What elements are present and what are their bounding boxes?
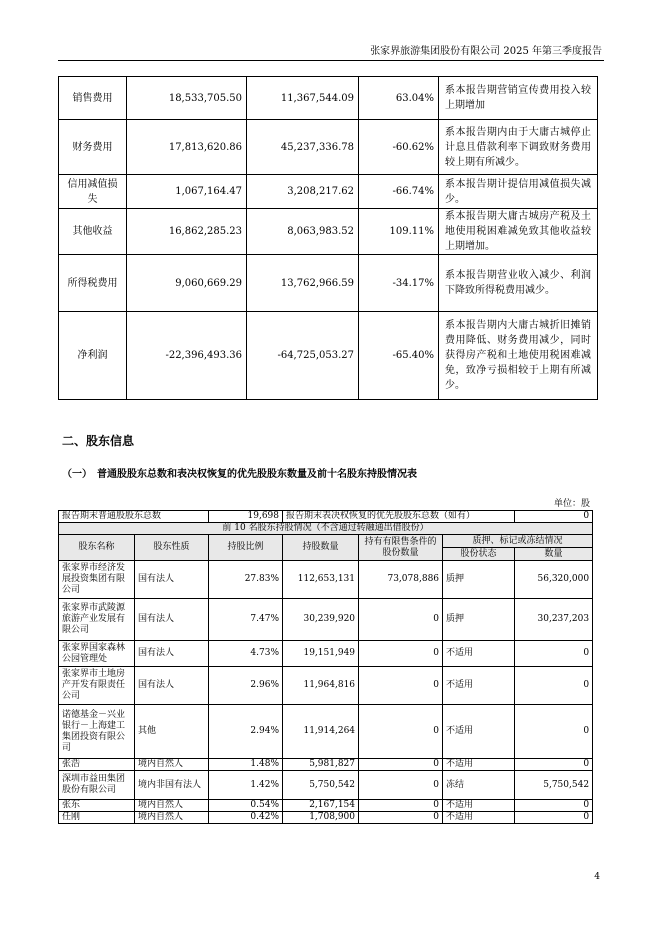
income-change-row [59, 312, 598, 400]
header-amount: 数量 [515, 548, 593, 561]
unit-label: 单位：股 [553, 499, 590, 509]
header-nature: 股东性质 [135, 535, 209, 561]
shareholder-row [59, 759, 593, 771]
holding-ratio-cell: 27.83% [209, 561, 283, 599]
header-status: 股份状态 [443, 548, 515, 561]
pledged-amount-cell: 30,237,203 [515, 599, 593, 641]
holding-ratio-cell: 2.94% [209, 705, 283, 759]
holding-ratio-cell: 4.73% [209, 641, 283, 667]
current-value-cell: 9,060,669.29 [127, 255, 247, 312]
income-change-row [59, 255, 598, 312]
restricted-shares-cell: 0 [359, 599, 443, 641]
change-percent-cell: 109.11% [359, 209, 439, 255]
change-percent-cell: -34.17% [359, 255, 439, 312]
holding-quantity-cell: 5,750,542 [283, 771, 359, 800]
preferred-holders-label: 报告期末表决权恢复的优先股股东总数（如有） [283, 511, 515, 523]
income-change-table [58, 76, 598, 400]
pledged-amount-cell: 0 [515, 667, 593, 705]
change-percent-cell: -66.74% [359, 175, 439, 209]
prior-value-cell: 11,367,544.09 [247, 77, 359, 120]
shareholder-row [59, 599, 593, 641]
shareholder-name-cell: 深圳市益田集团股份有限公司 [59, 771, 135, 800]
header-rule [58, 60, 604, 61]
shareholder-name-cell: 任刚 [59, 812, 135, 824]
prior-value-cell: -64,725,053.27 [247, 312, 359, 400]
header-quantity: 持股数量 [283, 535, 359, 561]
share-status-cell: 不适用 [443, 667, 515, 705]
total-holders-value: 19,698 [209, 511, 283, 523]
share-status-cell: 不适用 [443, 705, 515, 759]
holding-ratio-cell: 1.42% [209, 771, 283, 800]
shareholder-nature-cell: 境内自然人 [135, 800, 209, 812]
restricted-shares-cell: 0 [359, 812, 443, 824]
header-name: 股东名称 [59, 535, 135, 561]
shareholder-nature-cell: 境内非国有法人 [135, 771, 209, 800]
holding-quantity-cell: 112,653,131 [283, 561, 359, 599]
item-cell: 销售费用 [59, 77, 127, 120]
item-cell: 信用减值损失 [59, 175, 127, 209]
current-value-cell: 17,813,620.86 [127, 120, 247, 175]
shareholder-name-cell: 张家界国家森林公园管理处 [59, 641, 135, 667]
shareholder-row [59, 561, 593, 599]
item-cell: 财务费用 [59, 120, 127, 175]
reason-cell: 系本报告期内大庸古城折旧摊销费用降低、财务费用减少，同时获得房产税和土地使用税困难减免，致净亏损相较于上期有所减少。 [439, 312, 598, 400]
shareholder-name-cell: 张浩 [59, 759, 135, 771]
restricted-shares-cell: 0 [359, 667, 443, 705]
pledged-amount-cell: 0 [515, 800, 593, 812]
shareholder-row [59, 667, 593, 705]
share-status-cell: 不适用 [443, 812, 515, 824]
shareholder-nature-cell: 其他 [135, 705, 209, 759]
top10-title: 前 10 名股东持股情况（不含通过转融通出借股份） [59, 523, 593, 535]
prior-value-cell: 8,063,983.52 [247, 209, 359, 255]
pledged-amount-cell: 0 [515, 705, 593, 759]
restricted-shares-cell: 0 [359, 641, 443, 667]
holding-quantity-cell: 2,167,154 [283, 800, 359, 812]
change-percent-cell: -60.62% [359, 120, 439, 175]
shareholder-row [59, 771, 593, 800]
share-status-cell: 不适用 [443, 641, 515, 667]
shareholder-name-cell: 张家界市武陵源旅游产业发展有限公司 [59, 599, 135, 641]
income-change-row [59, 209, 598, 255]
pledged-amount-cell: 0 [515, 812, 593, 824]
holding-ratio-cell: 7.47% [209, 599, 283, 641]
prior-value-cell: 13,762,966.59 [247, 255, 359, 312]
share-status-cell: 不适用 [443, 800, 515, 812]
prior-value-cell: 45,237,336.78 [247, 120, 359, 175]
change-percent-cell: 63.04% [359, 77, 439, 120]
holding-ratio-cell: 1.48% [209, 759, 283, 771]
share-status-cell: 不适用 [443, 759, 515, 771]
header-restricted: 持有有限售条件的股份数量 [359, 535, 443, 561]
current-value-cell: -22,396,493.36 [127, 312, 247, 400]
shareholder-nature-cell: 国有法人 [135, 667, 209, 705]
shareholder-nature-cell: 境内自然人 [135, 812, 209, 824]
current-value-cell: 1,067,164.47 [127, 175, 247, 209]
total-holders-label: 报告期末普通股股东总数 [59, 511, 209, 523]
item-cell: 净利润 [59, 312, 127, 400]
shareholder-table [58, 510, 593, 824]
share-status-cell: 质押 [443, 599, 515, 641]
restricted-shares-cell: 0 [359, 759, 443, 771]
current-value-cell: 18,533,705.50 [127, 77, 247, 120]
shareholder-nature-cell: 国有法人 [135, 599, 209, 641]
holding-ratio-cell: 0.42% [209, 812, 283, 824]
subsection-title: （一） 普通股股东总数和表决权恢复的优先股股东数量及前十名股东持股情况表 [62, 469, 417, 480]
holding-quantity-cell: 1,708,900 [283, 812, 359, 824]
shareholder-row [59, 800, 593, 812]
restricted-shares-cell: 73,078,886 [359, 561, 443, 599]
pledged-amount-cell: 56,320,000 [515, 561, 593, 599]
current-value-cell: 16,862,285.23 [127, 209, 247, 255]
shareholder-row [59, 641, 593, 667]
shareholder-nature-cell: 境内自然人 [135, 759, 209, 771]
holding-quantity-cell: 11,964,816 [283, 667, 359, 705]
preferred-holders-value: 0 [515, 511, 593, 523]
change-percent-cell: -65.40% [359, 312, 439, 400]
holding-quantity-cell: 19,151,949 [283, 641, 359, 667]
page-number: 4 [594, 872, 600, 882]
shareholder-nature-cell: 国有法人 [135, 641, 209, 667]
item-cell: 其他收益 [59, 209, 127, 255]
item-cell: 所得税费用 [59, 255, 127, 312]
pledged-amount-cell: 5,750,542 [515, 771, 593, 800]
reason-cell: 系本报告期计提信用减值损失减少。 [439, 175, 598, 209]
holding-quantity-cell: 5,981,827 [283, 759, 359, 771]
income-change-row [59, 120, 598, 175]
share-status-cell: 质押 [443, 561, 515, 599]
shareholder-row [59, 812, 593, 824]
section-title: 二、股东信息 [62, 434, 135, 448]
prior-value-cell: 3,208,217.62 [247, 175, 359, 209]
shareholder-name-cell: 张东 [59, 800, 135, 812]
holding-ratio-cell: 0.54% [209, 800, 283, 812]
page-header: 张家界旅游集团股份有限公司 2025 年第三季度报告 [370, 46, 602, 57]
pledged-amount-cell: 0 [515, 641, 593, 667]
reason-cell: 系本报告期大庸古城房产税及土地使用税困难减免致其他收益较上期增加。 [439, 209, 598, 255]
holding-ratio-cell: 2.96% [209, 667, 283, 705]
shareholder-name-cell: 诺德基金－兴业银行－上海建工集团投资有限公司 [59, 705, 135, 759]
restricted-shares-cell: 0 [359, 800, 443, 812]
shareholder-row [59, 705, 593, 759]
holding-quantity-cell: 30,239,920 [283, 599, 359, 641]
reason-cell: 系本报告期内由于大庸古城停止计息且借款利率下调致财务费用较上期有所减少。 [439, 120, 598, 175]
share-status-cell: 冻结 [443, 771, 515, 800]
holding-quantity-cell: 11,914,264 [283, 705, 359, 759]
reason-cell: 系本报告期营销宣传费用投入较上期增加 [439, 77, 598, 120]
header-pledge: 质押、标记或冻结情况 [443, 535, 593, 548]
header-ratio: 持股比例 [209, 535, 283, 561]
restricted-shares-cell: 0 [359, 771, 443, 800]
shareholder-name-cell: 张家界市土地房产开发有限责任公司 [59, 667, 135, 705]
restricted-shares-cell: 0 [359, 705, 443, 759]
income-change-row [59, 77, 598, 120]
pledged-amount-cell: 0 [515, 759, 593, 771]
shareholder-nature-cell: 国有法人 [135, 561, 209, 599]
income-change-row [59, 175, 598, 209]
reason-cell: 系本报告期营业收入减少、利润下降致所得税费用减少。 [439, 255, 598, 312]
shareholder-name-cell: 张家界市经济发展投资集团有限公司 [59, 561, 135, 599]
